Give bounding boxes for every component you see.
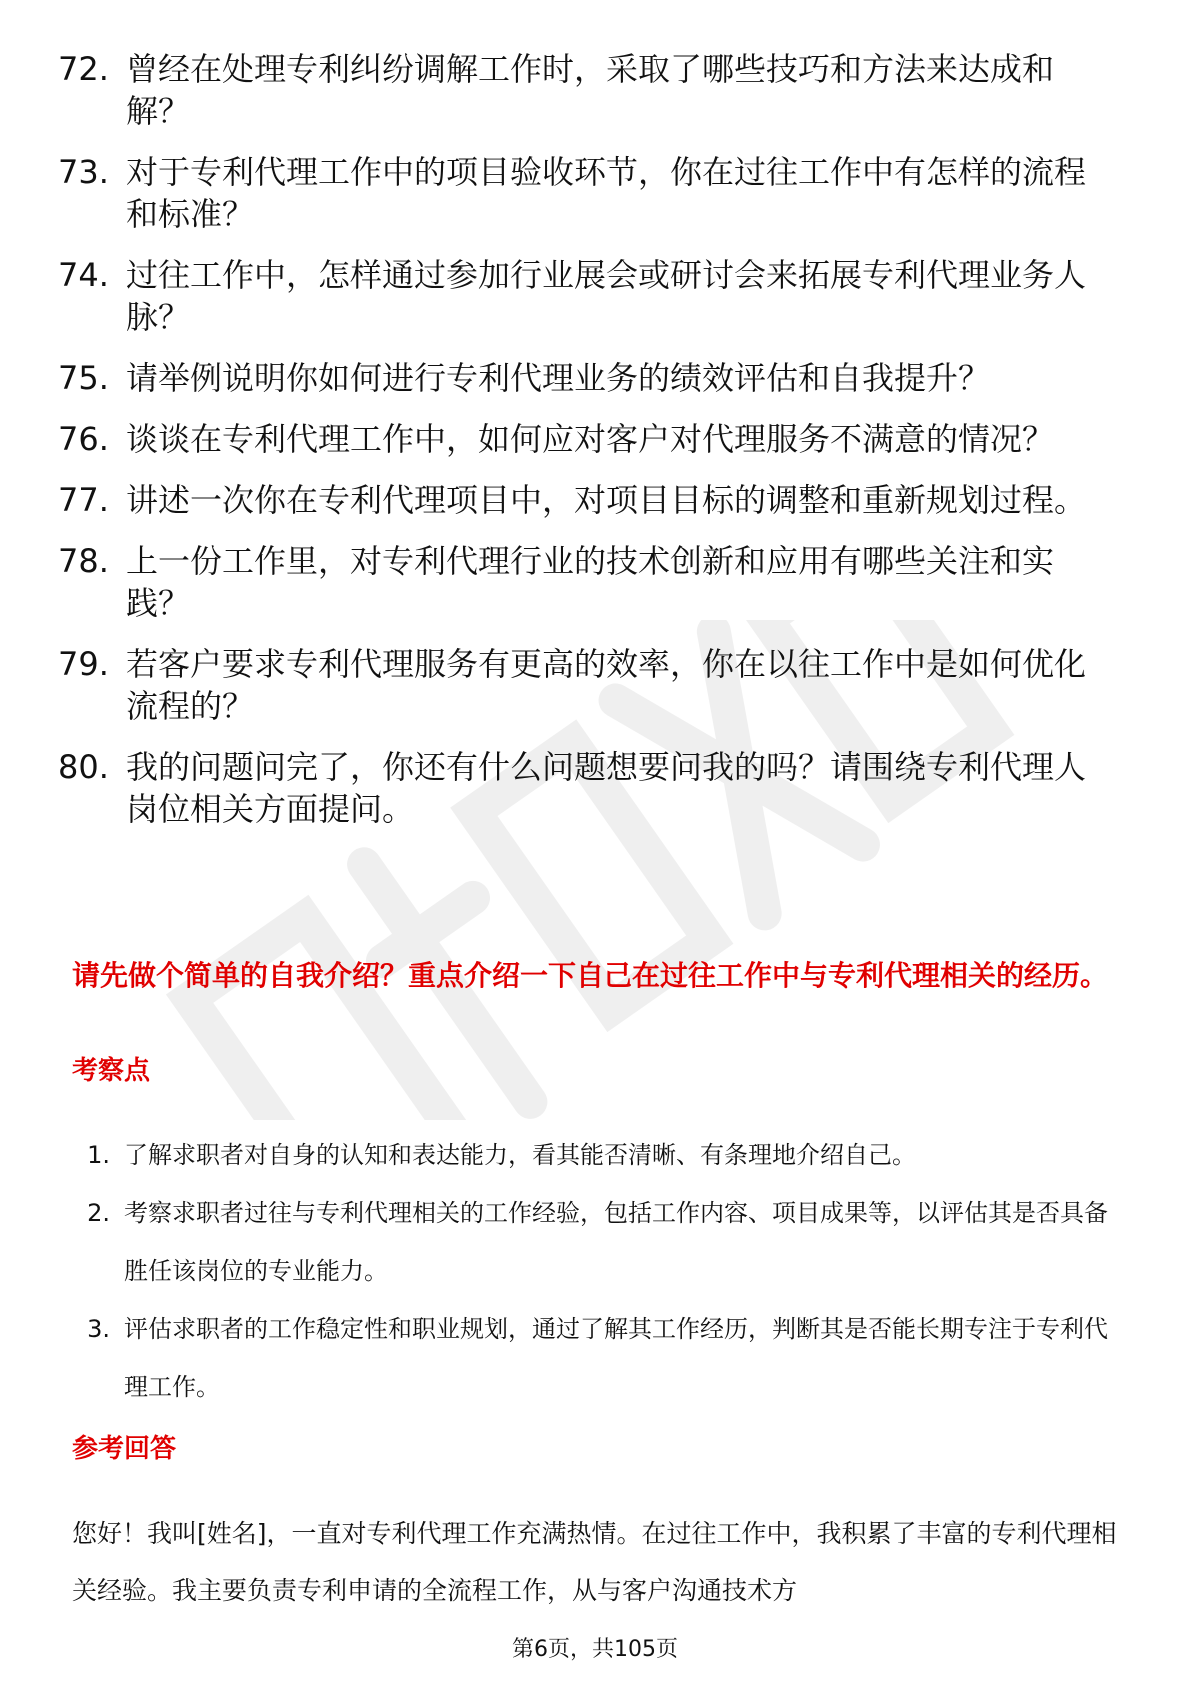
question-item-74 xyxy=(58,254,1138,338)
point-text: 评估求职者的工作稳定性和职业规划，通过了解其工作经历，判断其是否能长期专注于专利代理工作。 xyxy=(124,1315,1108,1401)
point-text: 考察求职者过往与专利代理相关的工作经验，包括工作内容、项目成果等，以评估其是否具备胜任该岗位的专业能力。 xyxy=(124,1199,1108,1285)
point-number: 2. xyxy=(87,1199,110,1227)
question-number: 75. xyxy=(58,359,109,397)
page-footer: 第6页，共105页 xyxy=(512,1637,678,1662)
question-number: 79. xyxy=(58,645,109,683)
points-list xyxy=(72,1126,1122,1416)
question-text: 请举例说明你如何进行专利代理业务的绩效评估和自我提升？ xyxy=(126,359,991,397)
point-text: 了解求职者对自身的认知和表达能力，看其能否清晰、有条理地介绍自己。 xyxy=(124,1141,916,1169)
question-text: 上一份工作里，对专利代理行业的技术创新和应用有哪些关注和实践？ xyxy=(126,542,1055,622)
question-item-80 xyxy=(58,746,1138,830)
question-item-72 xyxy=(58,48,1138,132)
question-text: 曾经在处理专利纠纷调解工作时，采取了哪些技巧和方法来达成和解？ xyxy=(126,50,1055,130)
question-item-75 xyxy=(58,357,1138,399)
question-item-77 xyxy=(58,479,1138,521)
question-item-79 xyxy=(58,643,1138,727)
point-item xyxy=(72,1126,1122,1184)
question-number: 76. xyxy=(58,420,109,458)
points-heading: 考察点 xyxy=(72,1056,151,1086)
question-number: 73. xyxy=(58,153,109,191)
question-item-78 xyxy=(58,540,1138,624)
question-item-76 xyxy=(58,418,1138,460)
question-number: 74. xyxy=(58,256,109,294)
question-number: 72. xyxy=(58,50,109,88)
answer-paragraph: 您好！我叫[姓名]，一直对专利代理工作充满热情。在过往工作中，我积累了丰富的专利代理相关经验。我主要负责专利申请的全流程工作，从与客户沟通技术方 xyxy=(72,1519,1117,1605)
question-number: 78. xyxy=(58,542,109,580)
point-number: 3. xyxy=(87,1315,110,1343)
question-text: 我的问题问完了，你还有什么问题想要问我的吗？请围绕专利代理人岗位相关方面提问。 xyxy=(126,748,1087,828)
question-text: 讲述一次你在专利代理项目中，对项目目标的调整和重新规划过程。 xyxy=(126,481,1087,519)
question-text: 过往工作中，怎样通过参加行业展会或研讨会来拓展专利代理业务人脉？ xyxy=(126,256,1087,336)
point-item xyxy=(72,1184,1122,1300)
question-number: 80. xyxy=(58,748,109,786)
question-number: 77. xyxy=(58,481,109,519)
question-list xyxy=(58,48,1138,849)
point-item xyxy=(72,1300,1122,1416)
section-title: 请先做个简单的自我介绍？重点介绍一下自己在过往工作中与专利代理相关的经历。 xyxy=(72,959,1109,992)
point-number: 1. xyxy=(87,1141,110,1169)
question-text: 若客户要求专利代理服务有更高的效率，你在以往工作中是如何优化流程的？ xyxy=(126,645,1087,725)
question-text: 对于专利代理工作中的项目验收环节，你在过往工作中有怎样的流程和标准？ xyxy=(126,153,1087,233)
answer-heading: 参考回答 xyxy=(72,1434,177,1464)
question-text: 谈谈在专利代理工作中，如何应对客户对代理服务不满意的情况？ xyxy=(126,420,1055,458)
question-item-73 xyxy=(58,151,1138,235)
